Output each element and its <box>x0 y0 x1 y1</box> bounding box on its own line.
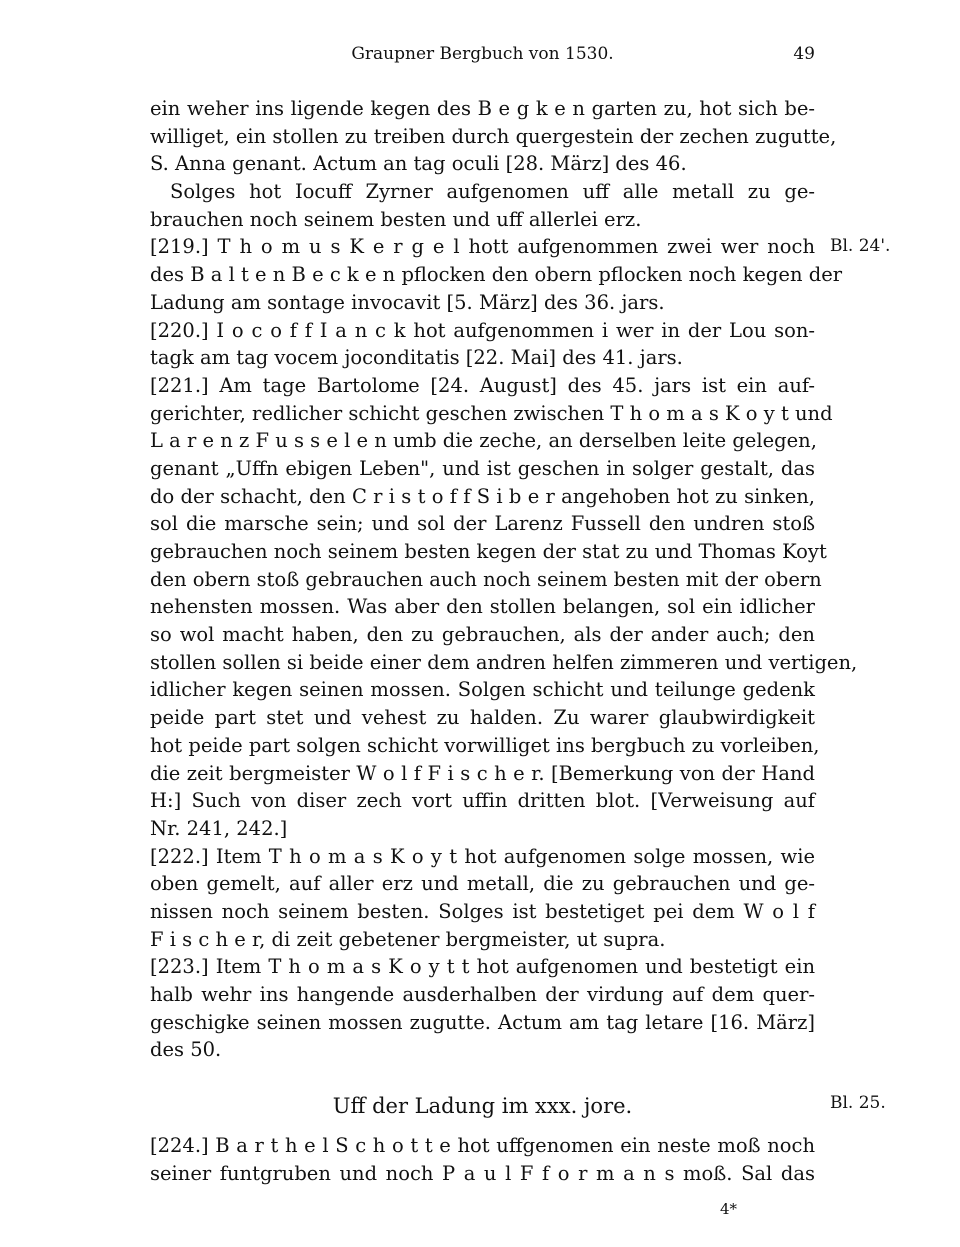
text-line: H:] Such von diser zech vort uffin dritten blot. [Verweisung auf <box>150 789 815 813</box>
text-line: S. Anna genant. Actum an tag oculi [28. März] des 46. <box>150 152 687 176</box>
text-line: williget, ein stollen zu treiben durch quergestein der zechen zugutte, <box>150 124 837 148</box>
text-line: [220.] I o c o f f I a n c k hot aufgenommen i wer in der Lou son- <box>150 318 815 342</box>
text-line: so wol macht haben, den zu gebrauchen, als der ander auch; den <box>150 623 815 647</box>
text-line: gerichter, redlicher schicht geschen zwischen T h o m a s K o y t und <box>150 401 833 425</box>
margin-note-folio: Bl. 24'. <box>830 236 891 257</box>
text-line: do der schacht, den C r i s t o f f S i b e r angehoben hot zu sinken, <box>150 484 815 508</box>
text-line: nehensten mossen. Was aber den stollen belangen, sol ein idlicher <box>150 595 815 619</box>
text-line: stollen sollen si beide einer dem andren helfen zimmeren und vertigen, <box>150 650 858 674</box>
text-line: genant „Uffn ebigen Leben", und ist geschen in solger gestalt, das <box>150 456 815 480</box>
text-line: hot peide part solgen schicht vorwilliget ins bergbuch zu vorleiben, <box>150 733 820 757</box>
text-line: idlicher kegen seinen mossen. Solgen schicht und teilunge gedenk <box>150 678 815 702</box>
text-line: [222.] Item T h o m a s K o y t hot aufgenomen solge mossen, wie <box>150 844 815 868</box>
text-line: sol die marsche sein; und sol der Larenz Fussell den undren stoß <box>150 512 815 536</box>
text-line: den obern stoß gebrauchen auch noch seinem besten mit der obern <box>150 567 822 591</box>
text-line: die zeit bergmeister W o l f F i s c h e r. [Bemerkung von der Hand <box>150 761 815 785</box>
text-line: [223.] Item T h o m a s K o y t t hot aufgenomen und bestetigt ein <box>150 955 815 979</box>
running-title: Graupner Bergbuch von 1530. <box>351 44 614 64</box>
signature-mark: 4* <box>720 1200 738 1218</box>
text-line: Nr. 241, 242.] <box>150 816 288 840</box>
text-line: tagk am tag vocem joconditatis [22. Mai] des 41. jars. <box>150 346 683 370</box>
text-line: peide part stet und vehest zu halden. Zu warer glaubwirdigkeit <box>150 706 815 730</box>
text-line: brauchen noch seinem besten und uff allerlei erz. <box>150 207 642 231</box>
section-heading: Uff der Ladung im xxx. jore. <box>332 1094 633 1118</box>
text-line: nissen noch seinem besten. Solges ist bestetiget pei dem W o l f <box>150 899 815 923</box>
page-header <box>150 44 815 72</box>
main-text <box>150 95 891 1064</box>
text-line: gebrauchen noch seinem besten kegen der stat zu und Thomas Koyt <box>150 540 827 563</box>
entry-224 <box>150 1132 815 1187</box>
text-line: F i s c h e r, di zeit gebetener bergmeister, ut supra. <box>150 927 666 951</box>
text-line: des B a l t e n B e c k e n pflocken den obern pflocken noch kegen der <box>150 263 843 287</box>
text-line: des 50. <box>150 1038 222 1062</box>
text-line: seiner funtgruben und noch P a u l F f o r m a n s moß. Sal das <box>150 1161 815 1185</box>
text-line: ein weher ins ligende kegen des B e g k e n garten zu, hot sich be- <box>150 97 815 120</box>
text-line: [224.] B a r t h e l S c h o t t e hot uffgenomen ein neste moß noch <box>150 1134 815 1157</box>
page-number: 49 <box>793 44 815 64</box>
text-line: geschigke seinen mossen zugutte. Actum am tag letare [16. März] <box>150 1010 815 1034</box>
entry-219-line <box>150 233 891 261</box>
text-line: [219.] T h o m u s K e r g e l hott aufgenommen zwei wer noch <box>150 235 815 259</box>
text-line: halb wehr ins hangende ausderhalben der virdung auf dem quer- <box>150 983 815 1006</box>
text-line: oben gemelt, auf aller erz und metall, die zu gebrauchen und ge- <box>150 872 815 896</box>
text-line: L a r e n z F u s s e l e n umb die zeche, an derselben leite gelegen, <box>150 429 817 453</box>
text-line: Ladung am sontage invocavit [5. März] des 36. jars. <box>150 290 665 314</box>
margin-note-folio: Bl. 25. <box>830 1093 886 1113</box>
text-line: Solges hot Iocuff Zyrner aufgenomen uff alle metall zu ge- <box>170 180 815 204</box>
text-line: [221.] Am tage Bartolome [24. August] des 45. jars ist ein auf- <box>150 373 815 397</box>
